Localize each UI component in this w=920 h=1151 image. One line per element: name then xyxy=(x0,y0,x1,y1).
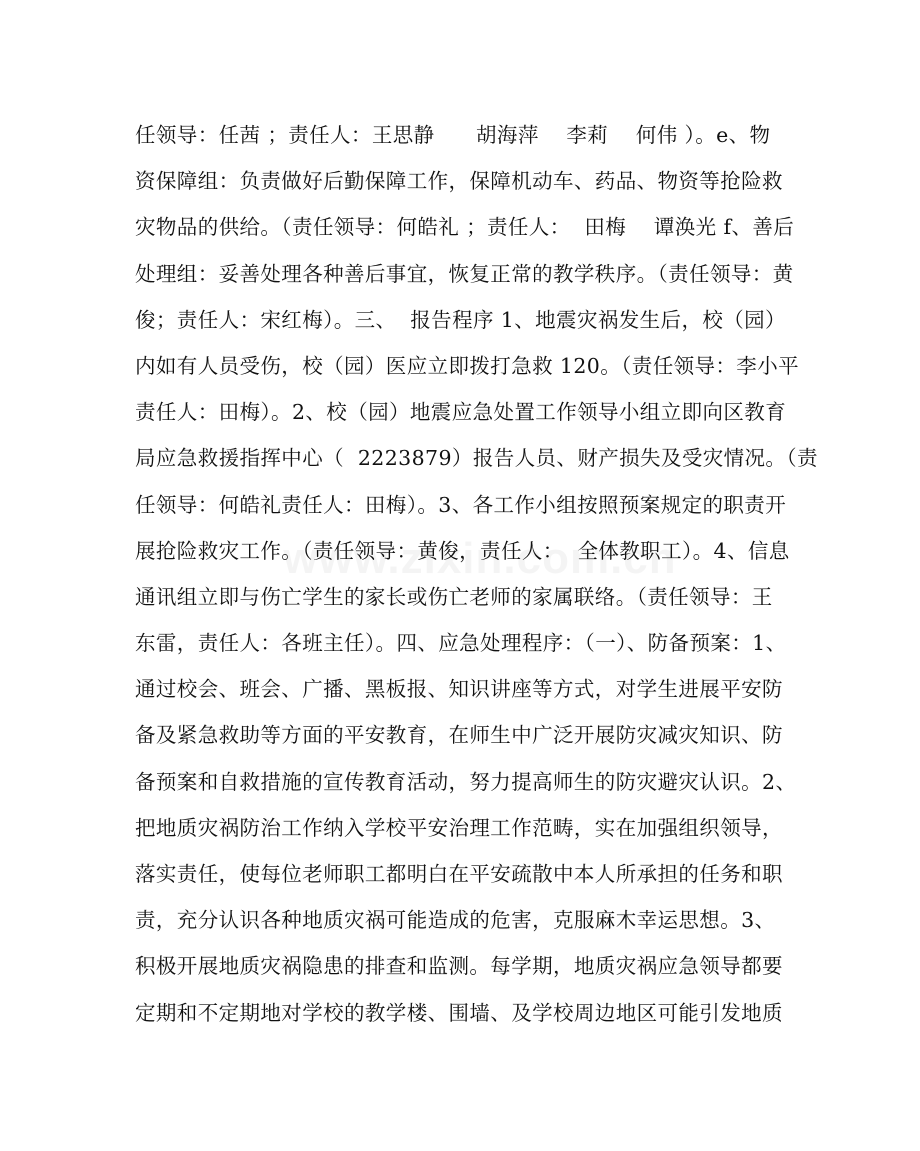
text-line: 责任人：田梅）。2、校（园）地震应急处置工作领导小组立即向区教育 xyxy=(135,400,787,425)
body-text xyxy=(135,112,818,1036)
text-line: 把地质灾祸防治工作纳入学校平安治理工作范畴，实在加强组织领导， xyxy=(135,815,783,840)
text-line: 积极开展地质灾祸隐患的排查和监测。每学期，地质灾祸应急领导都要 xyxy=(135,954,783,979)
text-line: 通讯组立即与伤亡学生的家长或伤亡老师的家属联络。（责任领导：王 xyxy=(135,584,773,609)
text-line: 处理组：妥善处理各种善后事宜，恢复正常的教学秩序。（责任领导：黄 xyxy=(135,261,794,286)
text-line: 落实责任，使每位老师职工都明白在平安疏散中本人所承担的任务和职 xyxy=(135,862,783,886)
text-line: 局应急救援指挥中心（ 2223879）报告人员、财产损失及受灾情况。（责 xyxy=(135,446,818,471)
text-line: 俊；责任人：宋红梅）。三、 报告程序 1、地震灾祸发生后，校（园） xyxy=(135,307,786,332)
text-line: 任领导：何皓礼责任人：田梅）。3、各工作小组按照预案规定的职责开 xyxy=(135,492,787,517)
text-line: 内如有人员受伤，校（园）医应立即拨打急救 120。（责任领导：李小平 xyxy=(135,353,799,378)
text-line: 灾物品的供给。（责任领导：何皓礼 ；责任人： 田梅 谭涣光 f、善后 xyxy=(135,215,795,240)
text-line: 责，充分认识各种地质灾祸可能造成的危害，克服麻木幸运思想。3、 xyxy=(135,908,776,933)
text-line: 备预案和自救措施的宣传教育活动，努力提高师生的防灾避灾认识。2、 xyxy=(135,769,797,794)
text-line: 资保障组：负责做好后勤保障工作，保障机动车、药品、物资等抢险救 xyxy=(135,169,783,194)
text-line: 展抢险救灾工作。（责任领导：黄俊，责任人： 全体教职工）。4、信息 xyxy=(135,538,790,563)
text-line: 任领导：任茜 ；责任人：王思静 胡海萍 李莉 何伟 ）。e、物 xyxy=(135,123,771,147)
text-line: 定期和不定期地对学校的教学楼、围墙、及学校周边地区可能引发地质 xyxy=(135,1000,783,1025)
text-line: 通过校会、班会、广播、黑板报、知识讲座等方式，对学生进展平安防 xyxy=(135,677,783,702)
text-line: 东雷，责任人：各班主任）。四、应急处理程序：（一）、防备预案：1、 xyxy=(135,631,787,656)
text-line: 备及紧急救助等方面的平安教育，在师生中广泛开展防灾减灾知识、防 xyxy=(135,723,783,748)
